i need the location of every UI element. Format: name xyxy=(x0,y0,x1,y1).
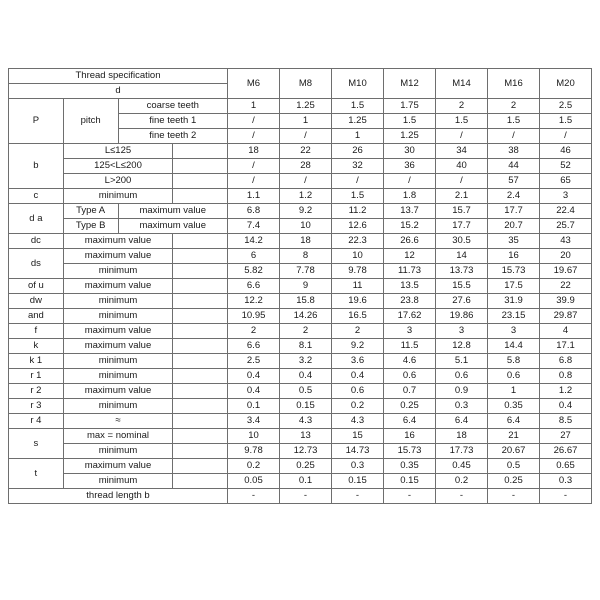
cell-M12: 0.6 xyxy=(384,369,436,384)
cell-M10: 12.6 xyxy=(332,219,384,234)
cell-M6: 2.5 xyxy=(228,354,280,369)
cell-M16: 17.7 xyxy=(488,204,540,219)
cell-M10: 9.78 xyxy=(332,264,384,279)
cell-M20: 52 xyxy=(540,159,592,174)
cell-M12: 17.62 xyxy=(384,309,436,324)
cell-M8: 0.15 xyxy=(280,399,332,414)
row-condition-spacer xyxy=(173,294,228,309)
cell-M8: 3.2 xyxy=(280,354,332,369)
cell-M16: 23.15 xyxy=(488,309,540,324)
table-row xyxy=(9,399,592,414)
cell-M14: 0.6 xyxy=(436,369,488,384)
cell-M6: 0.1 xyxy=(228,399,280,414)
cell-M10: 19.6 xyxy=(332,294,384,309)
table-title-bottom: d xyxy=(9,84,228,99)
footer-cell-M10: - xyxy=(332,489,384,504)
cell-M14: 0.9 xyxy=(436,384,488,399)
cell-M14: 5.1 xyxy=(436,354,488,369)
row-condition-spacer xyxy=(173,264,228,279)
row-condition-spacer xyxy=(173,474,228,489)
table-row xyxy=(9,309,592,324)
table-row xyxy=(9,474,592,489)
cell-M12: 13.5 xyxy=(384,279,436,294)
row-group-label: k xyxy=(9,339,64,354)
cell-M6: / xyxy=(228,159,280,174)
cell-M6: / xyxy=(228,174,280,189)
row-sub-label: pitch xyxy=(63,99,118,144)
row-condition-spacer xyxy=(173,429,228,444)
row-group-label: r 1 xyxy=(9,369,64,384)
row-condition-label: L>200 xyxy=(63,174,173,189)
cell-M8: 1.2 xyxy=(280,189,332,204)
cell-M14: 1.5 xyxy=(436,114,488,129)
cell-M14: 17.7 xyxy=(436,219,488,234)
row-sub-label: Type B xyxy=(63,219,118,234)
cell-M8: 22 xyxy=(280,144,332,159)
table-row xyxy=(9,279,592,294)
cell-M20: 2.5 xyxy=(540,99,592,114)
cell-M6: 6 xyxy=(228,249,280,264)
row-condition-spacer xyxy=(173,444,228,459)
cell-M10: 14.73 xyxy=(332,444,384,459)
cell-M14: 13.73 xyxy=(436,264,488,279)
cell-M6: 10.95 xyxy=(228,309,280,324)
column-header-M6: M6 xyxy=(228,69,280,99)
cell-M20: 4 xyxy=(540,324,592,339)
row-condition-label: maximum value xyxy=(63,279,173,294)
cell-M12: 0.25 xyxy=(384,399,436,414)
cell-M14: 14 xyxy=(436,249,488,264)
cell-M8: 0.5 xyxy=(280,384,332,399)
table-row xyxy=(9,264,592,279)
cell-M6: 14.2 xyxy=(228,234,280,249)
cell-M8: 4.3 xyxy=(280,414,332,429)
cell-M16: 35 xyxy=(488,234,540,249)
table-row xyxy=(9,144,592,159)
cell-M10: 1.5 xyxy=(332,99,384,114)
cell-M14: 15.7 xyxy=(436,204,488,219)
cell-M6: 0.4 xyxy=(228,369,280,384)
cell-M14: 34 xyxy=(436,144,488,159)
footer-cell-M16: - xyxy=(488,489,540,504)
cell-M8: 8.1 xyxy=(280,339,332,354)
cell-M20: 46 xyxy=(540,144,592,159)
row-group-label: and xyxy=(9,309,64,324)
cell-M16: 0.5 xyxy=(488,459,540,474)
row-condition-spacer xyxy=(173,279,228,294)
cell-M12: / xyxy=(384,174,436,189)
cell-M8: 7.78 xyxy=(280,264,332,279)
cell-M10: 3.6 xyxy=(332,354,384,369)
table-row xyxy=(9,444,592,459)
cell-M6: 0.05 xyxy=(228,474,280,489)
cell-M16: 3 xyxy=(488,324,540,339)
cell-M16: 44 xyxy=(488,159,540,174)
cell-M16: 57 xyxy=(488,174,540,189)
cell-M12: 36 xyxy=(384,159,436,174)
cell-M10: 26 xyxy=(332,144,384,159)
row-condition-label: 125<L≤200 xyxy=(63,159,173,174)
row-condition-label: maximum value xyxy=(118,204,228,219)
cell-M12: 15.2 xyxy=(384,219,436,234)
cell-M12: 3 xyxy=(384,324,436,339)
cell-M6: 0.4 xyxy=(228,384,280,399)
row-condition-spacer xyxy=(173,459,228,474)
cell-M8: 15.8 xyxy=(280,294,332,309)
cell-M10: 10 xyxy=(332,249,384,264)
cell-M16: 16 xyxy=(488,249,540,264)
row-condition-label: minimum xyxy=(63,264,173,279)
cell-M14: / xyxy=(436,129,488,144)
cell-M6: 1 xyxy=(228,99,280,114)
cell-M20: 26.67 xyxy=(540,444,592,459)
cell-M10: 0.15 xyxy=(332,474,384,489)
table-row xyxy=(9,204,592,219)
row-group-label: dw xyxy=(9,294,64,309)
cell-M6: / xyxy=(228,129,280,144)
table-body xyxy=(9,69,592,504)
cell-M6: 7.4 xyxy=(228,219,280,234)
row-condition-spacer xyxy=(173,384,228,399)
cell-M6: 10 xyxy=(228,429,280,444)
row-condition-label: maximum value xyxy=(63,324,173,339)
cell-M10: 11.2 xyxy=(332,204,384,219)
cell-M6: 2 xyxy=(228,324,280,339)
cell-M10: 1.5 xyxy=(332,189,384,204)
footer-cell-M20: - xyxy=(540,489,592,504)
cell-M14: / xyxy=(436,174,488,189)
cell-M10: 0.3 xyxy=(332,459,384,474)
cell-M10: 0.6 xyxy=(332,384,384,399)
cell-M20: 0.4 xyxy=(540,399,592,414)
row-condition-label: coarse teeth xyxy=(118,99,228,114)
cell-M12: 30 xyxy=(384,144,436,159)
cell-M12: 16 xyxy=(384,429,436,444)
cell-M14: 15.5 xyxy=(436,279,488,294)
cell-M14: 18 xyxy=(436,429,488,444)
cell-M20: / xyxy=(540,129,592,144)
cell-M20: 65 xyxy=(540,174,592,189)
column-header-M16: M16 xyxy=(488,69,540,99)
footer-label: thread length b xyxy=(9,489,228,504)
row-group-label: k 1 xyxy=(9,354,64,369)
cell-M6: 12.2 xyxy=(228,294,280,309)
cell-M8: 18 xyxy=(280,234,332,249)
cell-M12: 13.7 xyxy=(384,204,436,219)
footer-cell-M8: - xyxy=(280,489,332,504)
row-condition-spacer xyxy=(173,354,228,369)
table-row xyxy=(9,324,592,339)
cell-M6: 3.4 xyxy=(228,414,280,429)
cell-M6: 9.78 xyxy=(228,444,280,459)
cell-M14: 0.2 xyxy=(436,474,488,489)
cell-M8: 2 xyxy=(280,324,332,339)
column-header-M14: M14 xyxy=(436,69,488,99)
table-title-top: Thread specification xyxy=(9,69,228,84)
row-condition-spacer xyxy=(173,399,228,414)
cell-M12: 23.8 xyxy=(384,294,436,309)
table-row xyxy=(9,159,592,174)
cell-M10: 4.3 xyxy=(332,414,384,429)
table-row xyxy=(9,459,592,474)
cell-M12: 1.5 xyxy=(384,114,436,129)
header-row-top xyxy=(9,69,592,84)
row-condition-spacer xyxy=(173,324,228,339)
cell-M20: 8.5 xyxy=(540,414,592,429)
cell-M20: 0.3 xyxy=(540,474,592,489)
row-condition-spacer xyxy=(173,249,228,264)
cell-M12: 1.8 xyxy=(384,189,436,204)
row-condition-spacer xyxy=(173,174,228,189)
row-group-label: r 2 xyxy=(9,384,64,399)
cell-M6: 0.2 xyxy=(228,459,280,474)
table-row xyxy=(9,339,592,354)
cell-M8: 13 xyxy=(280,429,332,444)
cell-M10: 1 xyxy=(332,129,384,144)
row-condition-label: minimum xyxy=(63,369,173,384)
cell-M14: 27.6 xyxy=(436,294,488,309)
row-group-label: r 3 xyxy=(9,399,64,414)
table-row xyxy=(9,189,592,204)
row-condition-label: minimum xyxy=(63,189,173,204)
row-condition-spacer xyxy=(173,339,228,354)
row-sub-label: Type A xyxy=(63,204,118,219)
cell-M6: 6.6 xyxy=(228,339,280,354)
cell-M16: 17.5 xyxy=(488,279,540,294)
cell-M20: 43 xyxy=(540,234,592,249)
cell-M16: 14.4 xyxy=(488,339,540,354)
cell-M8: 9.2 xyxy=(280,204,332,219)
cell-M12: 15.73 xyxy=(384,444,436,459)
table-row xyxy=(9,234,592,249)
footer-cell-M12: - xyxy=(384,489,436,504)
cell-M16: 2 xyxy=(488,99,540,114)
row-group-label: f xyxy=(9,324,64,339)
table-row xyxy=(9,354,592,369)
cell-M14: 40 xyxy=(436,159,488,174)
cell-M20: 1.5 xyxy=(540,114,592,129)
cell-M14: 0.45 xyxy=(436,459,488,474)
cell-M6: 6.6 xyxy=(228,279,280,294)
cell-M10: 16.5 xyxy=(332,309,384,324)
cell-M10: / xyxy=(332,174,384,189)
footer-row xyxy=(9,489,592,504)
cell-M16: 20.7 xyxy=(488,219,540,234)
cell-M14: 19.86 xyxy=(436,309,488,324)
cell-M8: 0.4 xyxy=(280,369,332,384)
cell-M14: 12.8 xyxy=(436,339,488,354)
row-group-label: dc xyxy=(9,234,64,249)
cell-M14: 3 xyxy=(436,324,488,339)
cell-M12: 1.25 xyxy=(384,129,436,144)
cell-M20: 27 xyxy=(540,429,592,444)
footer-cell-M14: - xyxy=(436,489,488,504)
cell-M16: 5.8 xyxy=(488,354,540,369)
cell-M16: 6.4 xyxy=(488,414,540,429)
cell-M8: 0.1 xyxy=(280,474,332,489)
row-condition-label: minimum xyxy=(63,399,173,414)
column-header-M12: M12 xyxy=(384,69,436,99)
cell-M12: 0.35 xyxy=(384,459,436,474)
cell-M20: 39.9 xyxy=(540,294,592,309)
row-group-label: b xyxy=(9,144,64,189)
cell-M16: / xyxy=(488,129,540,144)
cell-M20: 17.1 xyxy=(540,339,592,354)
table-row xyxy=(9,174,592,189)
cell-M10: 0.2 xyxy=(332,399,384,414)
table-row xyxy=(9,429,592,444)
table-row xyxy=(9,294,592,309)
cell-M8: 14.26 xyxy=(280,309,332,324)
row-condition-spacer xyxy=(173,189,228,204)
cell-M16: 0.25 xyxy=(488,474,540,489)
cell-M16: 2.4 xyxy=(488,189,540,204)
cell-M14: 2.1 xyxy=(436,189,488,204)
cell-M20: 22.4 xyxy=(540,204,592,219)
row-group-label: t xyxy=(9,459,64,489)
cell-M12: 6.4 xyxy=(384,414,436,429)
cell-M8: 9 xyxy=(280,279,332,294)
cell-M12: 26.6 xyxy=(384,234,436,249)
cell-M16: 38 xyxy=(488,144,540,159)
row-condition-label: maximum value xyxy=(63,339,173,354)
column-header-M20: M20 xyxy=(540,69,592,99)
cell-M12: 0.15 xyxy=(384,474,436,489)
cell-M14: 2 xyxy=(436,99,488,114)
cell-M20: 25.7 xyxy=(540,219,592,234)
spec-table-container xyxy=(8,68,592,504)
row-condition-label: maximum value xyxy=(63,459,173,474)
cell-M20: 1.2 xyxy=(540,384,592,399)
cell-M14: 30.5 xyxy=(436,234,488,249)
row-condition-label: minimum xyxy=(63,309,173,324)
cell-M14: 17.73 xyxy=(436,444,488,459)
row-condition-label: maximum value xyxy=(63,249,173,264)
cell-M16: 1.5 xyxy=(488,114,540,129)
cell-M14: 6.4 xyxy=(436,414,488,429)
cell-M10: 32 xyxy=(332,159,384,174)
cell-M20: 29.87 xyxy=(540,309,592,324)
table-row xyxy=(9,249,592,264)
cell-M8: 1 xyxy=(280,114,332,129)
cell-M10: 11 xyxy=(332,279,384,294)
row-condition-label: ≈ xyxy=(63,414,173,429)
cell-M12: 0.7 xyxy=(384,384,436,399)
cell-M16: 21 xyxy=(488,429,540,444)
cell-M12: 4.6 xyxy=(384,354,436,369)
thread-specification-table xyxy=(8,68,592,504)
cell-M8: 8 xyxy=(280,249,332,264)
row-condition-label: minimum xyxy=(63,294,173,309)
cell-M10: 9.2 xyxy=(332,339,384,354)
cell-M10: 2 xyxy=(332,324,384,339)
row-group-label: c xyxy=(9,189,64,204)
cell-M10: 0.4 xyxy=(332,369,384,384)
cell-M6: 1.1 xyxy=(228,189,280,204)
cell-M20: 20 xyxy=(540,249,592,264)
row-condition-spacer xyxy=(173,159,228,174)
cell-M16: 1 xyxy=(488,384,540,399)
cell-M6: 5.82 xyxy=(228,264,280,279)
cell-M8: 28 xyxy=(280,159,332,174)
table-row xyxy=(9,99,592,114)
cell-M8: / xyxy=(280,174,332,189)
cell-M12: 11.73 xyxy=(384,264,436,279)
cell-M10: 15 xyxy=(332,429,384,444)
cell-M16: 0.35 xyxy=(488,399,540,414)
cell-M16: 31.9 xyxy=(488,294,540,309)
row-condition-label: maximum value xyxy=(63,234,173,249)
cell-M20: 6.8 xyxy=(540,354,592,369)
row-condition-label: fine teeth 2 xyxy=(118,129,228,144)
cell-M16: 20.67 xyxy=(488,444,540,459)
row-group-label: P xyxy=(9,99,64,144)
row-condition-spacer xyxy=(173,144,228,159)
cell-M12: 12 xyxy=(384,249,436,264)
cell-M8: / xyxy=(280,129,332,144)
cell-M8: 10 xyxy=(280,219,332,234)
row-group-label: ds xyxy=(9,249,64,279)
row-condition-label: minimum xyxy=(63,474,173,489)
table-row xyxy=(9,369,592,384)
cell-M8: 1.25 xyxy=(280,99,332,114)
row-condition-spacer xyxy=(173,414,228,429)
column-header-M8: M8 xyxy=(280,69,332,99)
cell-M20: 0.8 xyxy=(540,369,592,384)
row-condition-label: L≤125 xyxy=(63,144,173,159)
cell-M12: 11.5 xyxy=(384,339,436,354)
cell-M6: / xyxy=(228,114,280,129)
cell-M20: 3 xyxy=(540,189,592,204)
row-condition-label: max = nominal xyxy=(63,429,173,444)
row-condition-label: fine teeth 1 xyxy=(118,114,228,129)
cell-M6: 18 xyxy=(228,144,280,159)
cell-M8: 0.25 xyxy=(280,459,332,474)
row-condition-spacer xyxy=(173,234,228,249)
row-group-label: s xyxy=(9,429,64,459)
column-header-M10: M10 xyxy=(332,69,384,99)
table-row xyxy=(9,414,592,429)
footer-cell-M6: - xyxy=(228,489,280,504)
row-condition-label: minimum xyxy=(63,444,173,459)
cell-M16: 15.73 xyxy=(488,264,540,279)
row-group-label: r 4 xyxy=(9,414,64,429)
row-condition-spacer xyxy=(173,369,228,384)
cell-M20: 0.65 xyxy=(540,459,592,474)
table-row xyxy=(9,384,592,399)
cell-M14: 0.3 xyxy=(436,399,488,414)
row-group-label: d a xyxy=(9,204,64,234)
cell-M10: 22.3 xyxy=(332,234,384,249)
cell-M20: 19.67 xyxy=(540,264,592,279)
row-group-label: of u xyxy=(9,279,64,294)
row-condition-label: minimum xyxy=(63,354,173,369)
row-condition-spacer xyxy=(173,309,228,324)
cell-M12: 1.75 xyxy=(384,99,436,114)
cell-M16: 0.6 xyxy=(488,369,540,384)
cell-M6: 6.8 xyxy=(228,204,280,219)
row-condition-label: maximum value xyxy=(63,384,173,399)
table-row xyxy=(9,219,592,234)
cell-M10: 1.25 xyxy=(332,114,384,129)
cell-M8: 12.73 xyxy=(280,444,332,459)
row-condition-label: maximum value xyxy=(118,219,228,234)
cell-M20: 22 xyxy=(540,279,592,294)
